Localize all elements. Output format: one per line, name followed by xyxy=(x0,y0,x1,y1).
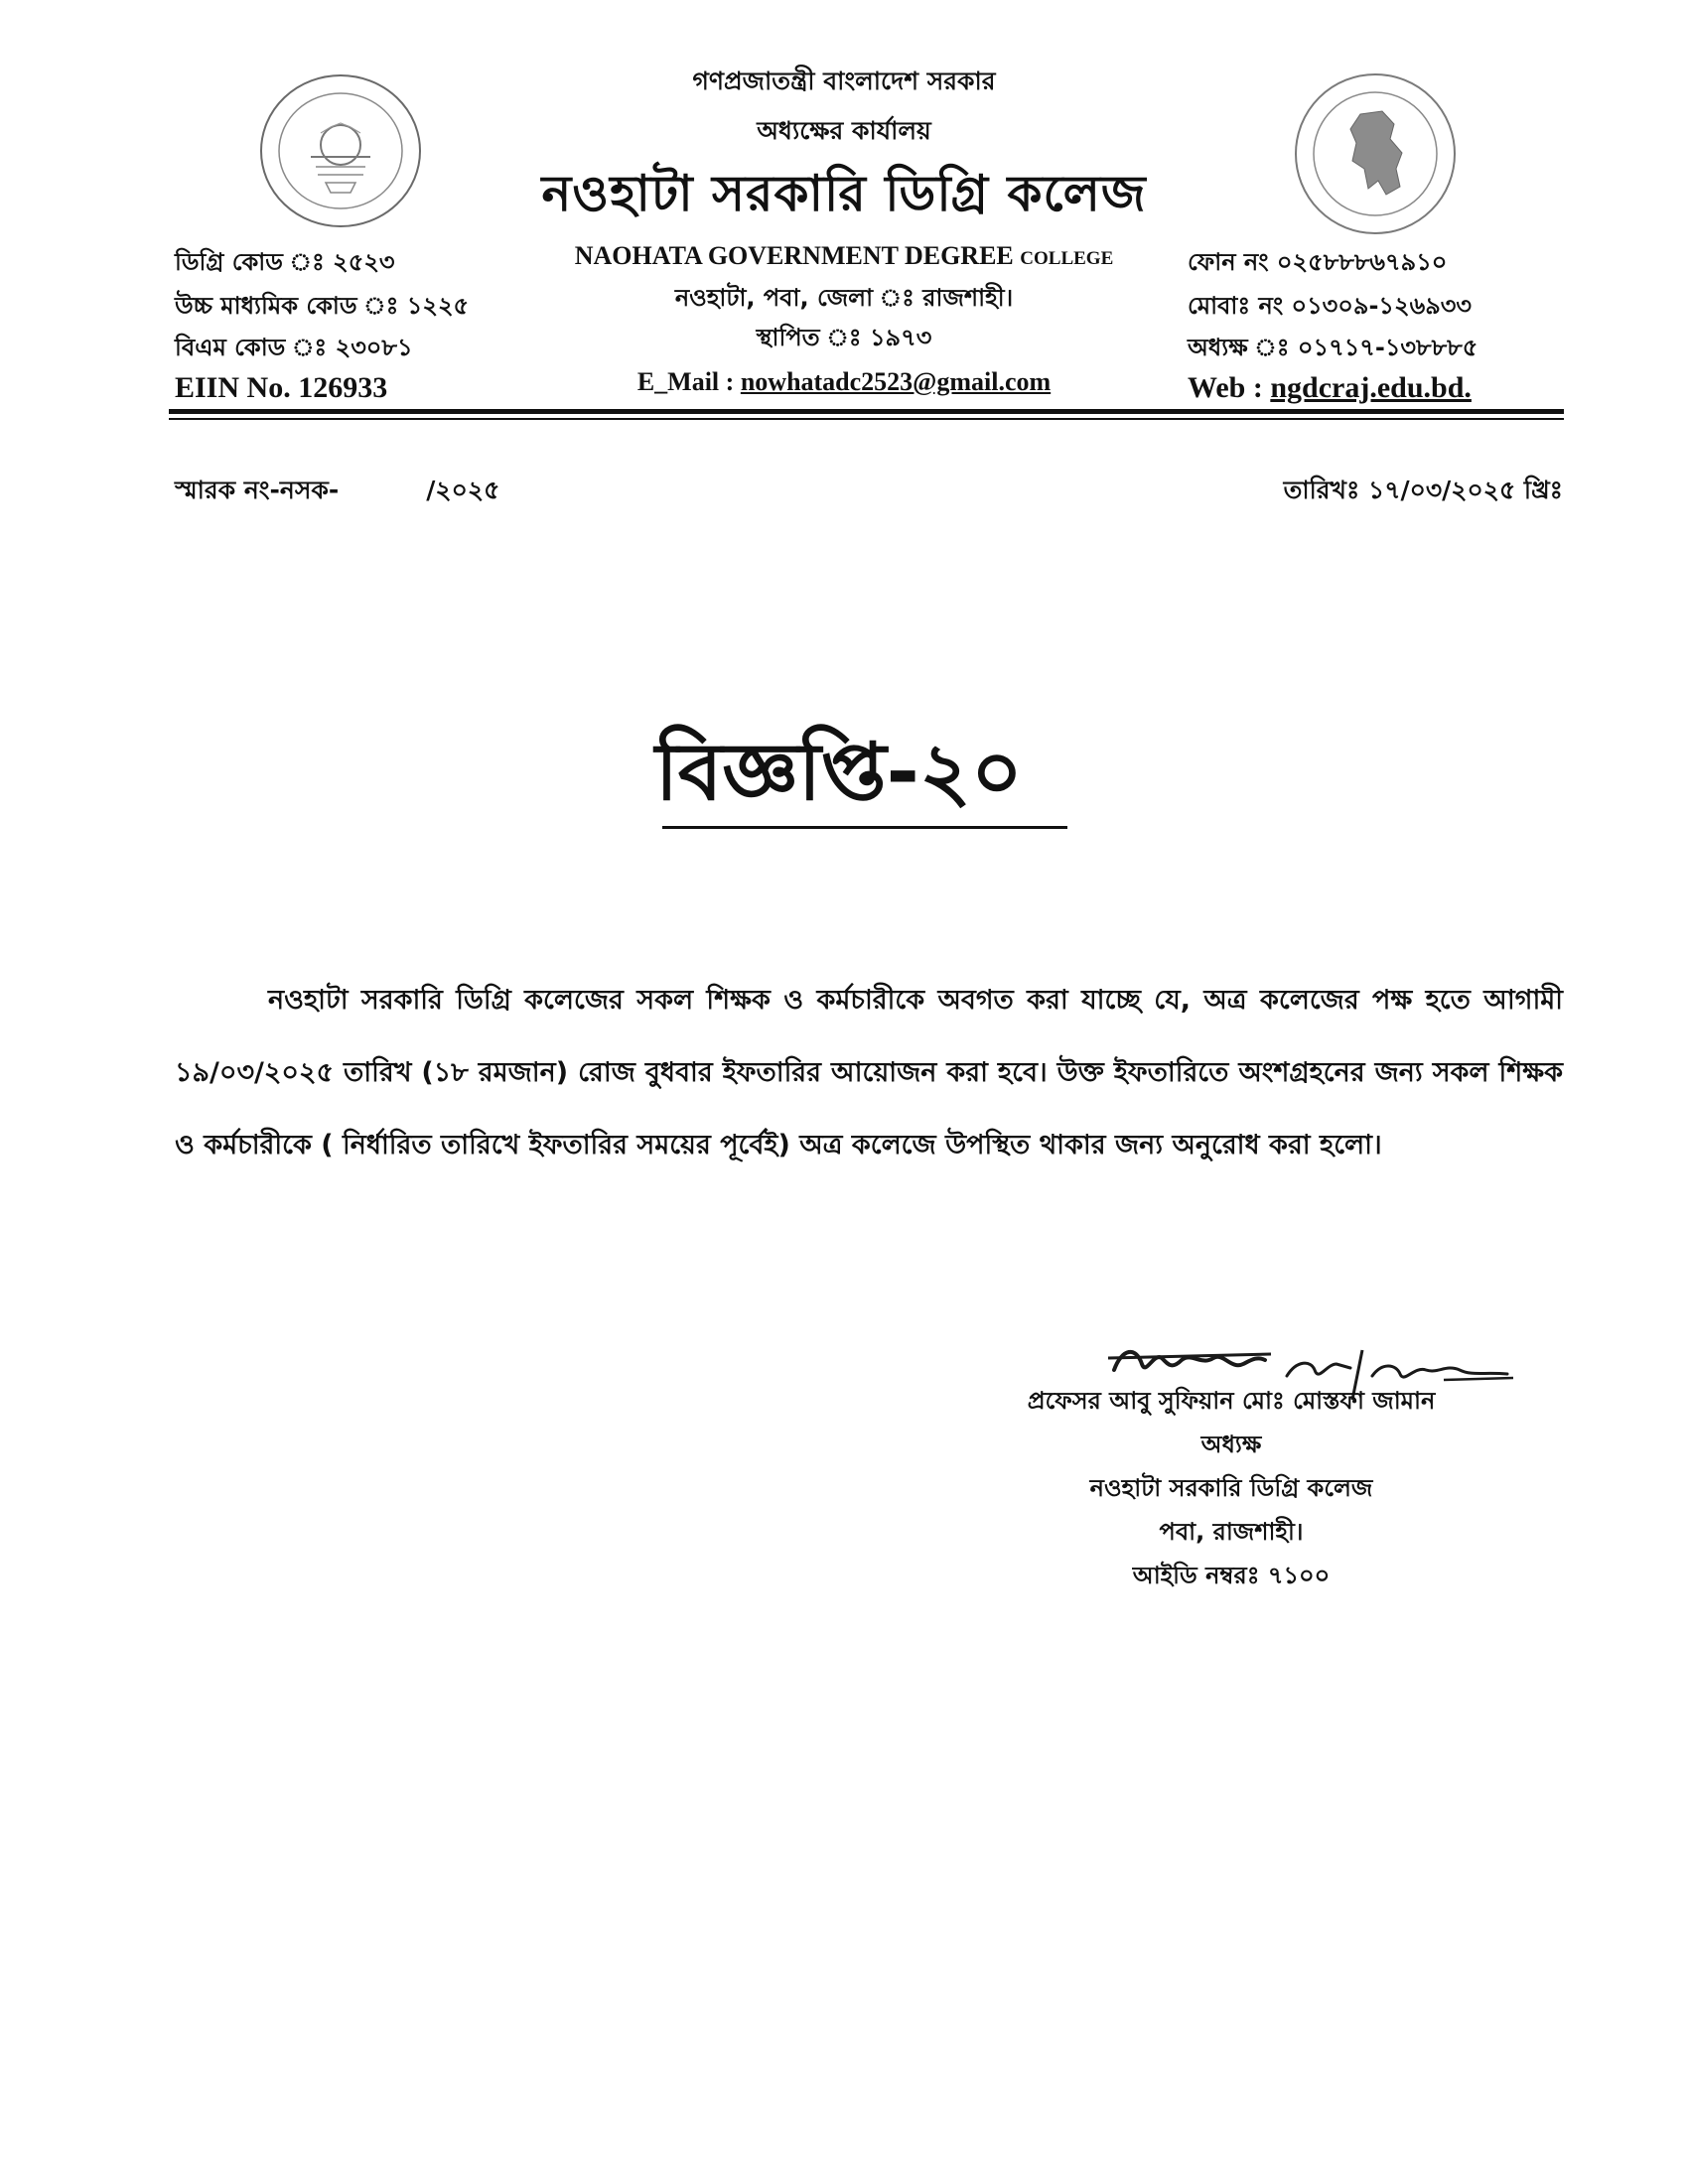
established-year: স্থাপিত ঃ ১৯৭৩ xyxy=(756,324,932,351)
principal-phone: অধ্যক্ষ ঃ ০১৭১৭-১৩৮৮৮৫ xyxy=(1188,334,1478,361)
email-line xyxy=(496,367,1192,397)
mobile-number: মোবাঃ নং ০১৩০৯-১২৬৯৩৩ xyxy=(1188,292,1472,320)
email-label: E_Mail : xyxy=(636,367,735,396)
college-logo-seal-icon xyxy=(256,71,425,230)
email-address: nowhatadc2523@gmail.com xyxy=(740,367,1052,396)
memo-suffix: /২০২৫ xyxy=(426,476,500,504)
signatory-college: নওহাটা সরকারি ডিগ্রি কলেজ xyxy=(1089,1474,1373,1502)
office-line: অধ্যক্ষের কার্যালয় xyxy=(757,116,931,145)
college-address: নওহাটা, পবা, জেলা ঃ রাজশাহী। xyxy=(674,284,1014,312)
government-line: গণপ্রজাতন্ত্রী বাংলাদেশ সরকার xyxy=(692,67,996,95)
college-name-bangla: নওহাটা সরকারি ডিগ্রি কলেজ xyxy=(541,165,1147,222)
memo-date: তারিখঃ ১৭/০৩/২০২৫ খ্রিঃ xyxy=(1283,476,1563,504)
signatory-id: আইডি নম্বরঃ ৭১০০ xyxy=(1132,1562,1331,1589)
notice-title-underline xyxy=(662,826,1067,829)
signatory-title: অধ্যক্ষ xyxy=(1200,1431,1262,1458)
phone-number: ফোন নং ০২৫৮৮৮৬৭৯১০ xyxy=(1188,248,1448,276)
web-url: ngdcraj.edu.bd. xyxy=(1270,371,1472,404)
notice-title: বিজ্ঞপ্তি-২০ xyxy=(655,726,1023,818)
college-name-english-main: NAOHATA GOVERNMENT DEGREE xyxy=(574,241,1014,270)
degree-code: ডিগ্রি কোড ঃ ২৫২৩ xyxy=(175,248,395,276)
signatory-address: পবা, রাজশাহী। xyxy=(1159,1518,1304,1546)
hsc-code: উচ্চ মাধ্যমিক কোড ঃ ১২২৫ xyxy=(175,292,470,320)
web-label: Web : xyxy=(1188,371,1263,404)
bm-code: বিএম কোড ঃ ২৩০৮১ xyxy=(175,334,413,361)
signatory-name: প্রফেসর আবু সুফিয়ান মোঃ মোস্তফা জামান xyxy=(1027,1387,1436,1415)
college-name-english-small: COLLEGE xyxy=(1020,248,1114,269)
header-divider-thick xyxy=(169,409,1564,414)
eiin-number: EIIN No. 126933 xyxy=(175,371,388,404)
college-name-english xyxy=(516,241,1172,271)
header-divider-thin xyxy=(169,418,1564,420)
bangladesh-government-seal-icon xyxy=(1291,69,1460,238)
notice-body: নওহাটা সরকারি ডিগ্রি কলেজের সকল শিক্ষক ও কর্মচারীকে অবগত করা যাচ্ছে যে, অত্র কলেজের পক্ষ হতে আগামী ১৯/০৩/২০২৫ তারিখ (১৮ রমজান) রোজ বুধবার ইফতারির আয়োজন করা হবে। উক্ত ইফতারিতে অংশগ্রহনের জন্য সকল শিক্ষক ও কর্মচারীকে ( নির্ধারিত তারিখে ইফতারির সময়ের পূর্বেই) অত্র কলেজে উপস্থিত থাকার জন্য অনুরোধ করা হলো। xyxy=(175,985,1563,1160)
memo-number xyxy=(175,471,499,513)
website-line xyxy=(1188,371,1472,405)
memo-prefix: স্মারক নং-নসক- xyxy=(175,476,340,504)
